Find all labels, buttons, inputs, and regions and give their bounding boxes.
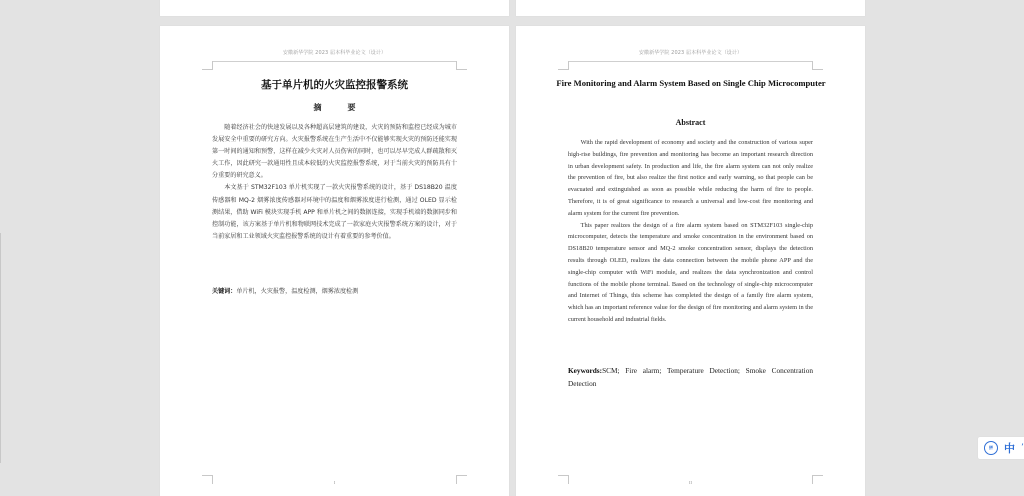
ime-toolbar[interactable] xyxy=(978,437,1024,459)
abstract-heading-cn: 摘 要 xyxy=(313,103,365,112)
abstract-paragraph: With the rapid development of economy and society and the construction of various super high-rise buildings, fire prevention and monitoring has become an important research direction in urban development safety. In production and life, the fire alarm system can not only realize the prevention of fire, but also realize the first notice and early warning, so that people can be evacuated and extinguished as soon as possible while reducing the harm of fire to people. Therefore, it is of great significance to research a universal and low-cost fire monitoring and alarm system for the current fire prevention. xyxy=(568,139,813,217)
page-header-text: 安徽新华学院 2023 届本科毕业论文（设计） xyxy=(282,50,387,56)
thesis-title-en: Fire Monitoring and Alarm System Based on Single Chip Microcomputer xyxy=(556,78,826,88)
page-header-text: 安徽新华学院 2023 届本科毕业论文（设计） xyxy=(638,50,743,56)
abstract-body-cn xyxy=(212,122,457,243)
keywords-label: 关键词： xyxy=(212,288,237,295)
previous-page-right xyxy=(516,0,865,16)
margin-corner-mark xyxy=(812,61,823,70)
page-english-abstract xyxy=(516,26,865,496)
ime-language-toggle[interactable]: 中 xyxy=(1004,442,1015,455)
keywords-en xyxy=(568,364,813,390)
previous-page-left xyxy=(160,0,509,16)
thesis-title-cn: 基于单片机的火灾监控报警系统 xyxy=(261,79,408,91)
margin-corner-mark xyxy=(456,61,467,70)
abstract-body-en xyxy=(568,137,813,326)
abstract-paragraph: 随着经济社会的快速发展以及各种超高层建筑的建设，火灾的预防和监控已经成为城市发展安全中重要的研究方向。火灾报警系统在生产生活中不仅能够实现火灾的预防还能实现第一时间的通知和预警，这样在减少火灾对人员伤害的同时，也可以尽早完成人群疏散和灭火工作，因此研究一款通用性且成本较低的火灾监控报警系统，对于当前火灾的预防具有十分重要的研究意义。 xyxy=(212,124,457,180)
abstract-heading-en: Abstract xyxy=(675,118,706,127)
abstract-paragraph: 本文基于 STM32F103 单片机实现了一款火灾报警系统的设计，基于 DS18B20 温度传感器和 MQ-2 烟雾浓度传感器对环境中的温度和烟雾浓度进行检测，通过 OLED 显示检测结果，借助 WiFi 模块实现手机 APP 和单片机之间的数据连接，实现手机端的数据同步和控制功能，该方案基于单片机和物联网技术完成了一款家庭火灾报警系统方案的设计，对于当前家居和工业领域火灾监控报警系统的设计有着重要的参考价值。 xyxy=(212,184,457,240)
keywords-cn xyxy=(212,286,457,295)
ime-punctuation-icon[interactable]: ʼ xyxy=(1021,443,1024,453)
page-number: II xyxy=(689,480,692,485)
page-chinese-abstract xyxy=(160,26,509,496)
keywords-label: Keywords: xyxy=(568,366,603,375)
margin-corner-mark xyxy=(202,61,213,70)
window-left-edge xyxy=(0,233,1,463)
page-header-rule xyxy=(212,61,456,62)
page-number: I xyxy=(333,480,336,485)
abstract-paragraph: This paper realizes the design of a fire alarm system based on STM32F103 single-chip microcomputer, detects the temperature and smoke concentration in the environment based on DS18B20 temperature sensor and MQ-2 smoke concentration sensor, displays the detection results through OLED, realizes the data connection between the mobile phone APP and the single-chip computer with WiFi module, and realizes the data synchronization and control functions of the mobile phone terminal. Based on the technology of single-chip microcomputer and Internet of Things, this scheme has completed the design of a family fire alarm system, which has an important reference value for the design of fire monitoring and alarm system in the current household and industrial fields. xyxy=(568,221,813,323)
margin-corner-mark xyxy=(558,61,569,70)
page-header-rule xyxy=(568,61,812,62)
keywords-value: 单片机，火灾报警，温度检测，烟雾浓度检测 xyxy=(236,288,359,295)
ime-logo-icon[interactable]: 拼 xyxy=(984,441,998,455)
keywords-value: SCM; Fire alarm; Temperature Detection; Smoke Concentration Detection xyxy=(568,366,813,388)
